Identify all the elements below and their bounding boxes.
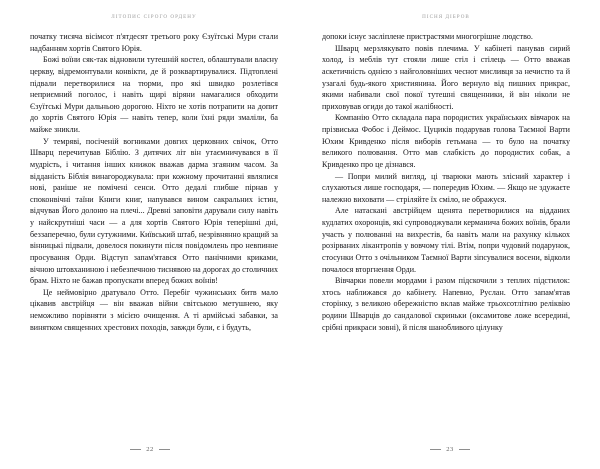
right-page-running-head: ПІСНЯ ДІБРОВ: [422, 14, 470, 20]
left-page-folio: [0, 446, 300, 453]
folio-rule-right: [459, 449, 470, 450]
right-page-body: [322, 31, 570, 333]
folio-rule-right: [159, 449, 170, 450]
right-page: [300, 0, 600, 469]
paragraph: Але натаскані австрійцем щенята перетворилися на відданих кудлатих охоронців, які супроводжували керманича божих воїнів, брали участь у полюванні на вихрестів, ба навіть мали на рахунку кількох розірваних лікантропів у вовчому тілі. Втім, попри чудовий подарунок, стосунки Отто з очільником Таємної Варти зіпсувалися восени, відколи почалося вторгнення Орди.: [322, 206, 570, 274]
folio-number: 22: [146, 445, 154, 453]
paragraph: допоки існує засліплене пристрастями многогрішне людство.: [322, 32, 533, 41]
right-page-folio: [300, 446, 600, 453]
left-page-body: [30, 31, 278, 333]
folio-rule-left: [430, 449, 441, 450]
paragraph: Вівчарки повели мордами і разом підскочили з теплих підстилок: хтось наближався до кабінету. Напевно, Руслан. Отто запам'ятав сторінку, з великою обережністю вклав майже трьохсотлітню реліквію родини Шварців до сандалової скриньки (оксамитове ложе всередині, срібні прикраси зовні), й після шанобливого цілунку: [322, 276, 570, 332]
left-page-running-head: ЛІТОПИС СІРОГО ОРДЕНУ: [111, 14, 197, 20]
paragraph: У темряві, посіченій вогниками довгих церковних свічок, Отто Шварц перечитував Біблію. З дитячих літ він утаємничувався в її мудрість, і читання інших книжок вважав дарма згаяним часом. За відданість Біблія винагороджувала: при кожному прочитанні являлися нові, раніше не помічені сенси. Отто дедалі глибше пірнав у споконвічні таїни Книги книг, напувався вином сакральних істин, відчував Його долоню на плечі... Древні заповіти дарували силу навіть у найскрутніші часи — а для хортів Святого Юрія теперішні дні, беззаперечно, були сутужними. Київський штаб, незрівнянно кращий за вінницькі підвали, довелося покинути після повідомлень про невпинне просування Орди. Відступ запам'ятався Отто панічними криками, вічною штовханиною і небезпечною тиснявою на дорогах до столичних брам. Ніхто не бажав пропускати вперед божих воїнів!: [30, 136, 278, 286]
paragraph: Це неймовірно дратувало Отто. Перебіг чужинських битв мало цікавив австрійця — він вважав війни світською метушнею, яку неможливо порівняти з місією очищення. А ті армійські забавки, за винятком священних хрестових походів, завжди були, є і будуть,: [30, 287, 278, 332]
paragraph: — Попри милий вигляд, ці тварюки мають злісний характер і слухаються лише господаря, — попередив Юхим. — Якщо не здужаєте належно виховати — стріляйте їх сміло, не ображуся.: [322, 171, 570, 204]
paragraph: Компанію Отто складала пара породистих українських вівчарок на прізвиська Фобос і Деймос. Цуциків подарував голова Таємної Варти Юхим Кривденко після виборів гетьмана — то було на початку великого полювання. Отто мав слабкість до породистих собак, а Кривденко про це дізнався.: [322, 113, 570, 169]
paragraph: початку тисяча вісімсот п'ятдесят третього року Єзуїтські Мури стали надбанням хортів Святого Юрія.: [30, 32, 278, 53]
paragraph: Шварц мерзлякувато повів плечима. У кабінеті панував сирий холод, із меблів тут стояли лише стіл і стілець — Отто вважав аскетичність однією з найголовніших чеснот мисливця за нечистю та й узагалі будь-якого християнина. Його вернуло від пишних прикрас, якими набивали свої покої тутешні священники, й він ніколи не приховував огиди до такої жалібності.: [322, 43, 570, 111]
paragraph: Божі воїни сяк-так відновили тутешній костел, облаштували власну церкву, відремонтували конвікти, де й розквартирувалися. Підтоплені підвали перетворилися на тюрми, про які швидко розлетівся неприємний поголос, і навіть щирі віряни намагалися обходити Єзуїтські Мури дальньою дорогою. Ніхто не хотів потрапити на допит до хортів Святого Юрія — навіть тепер, коли їхні ряди змаліли, ба майже зникли.: [30, 55, 278, 134]
folio-rule-left: [130, 449, 141, 450]
folio-number: 23: [446, 445, 454, 453]
